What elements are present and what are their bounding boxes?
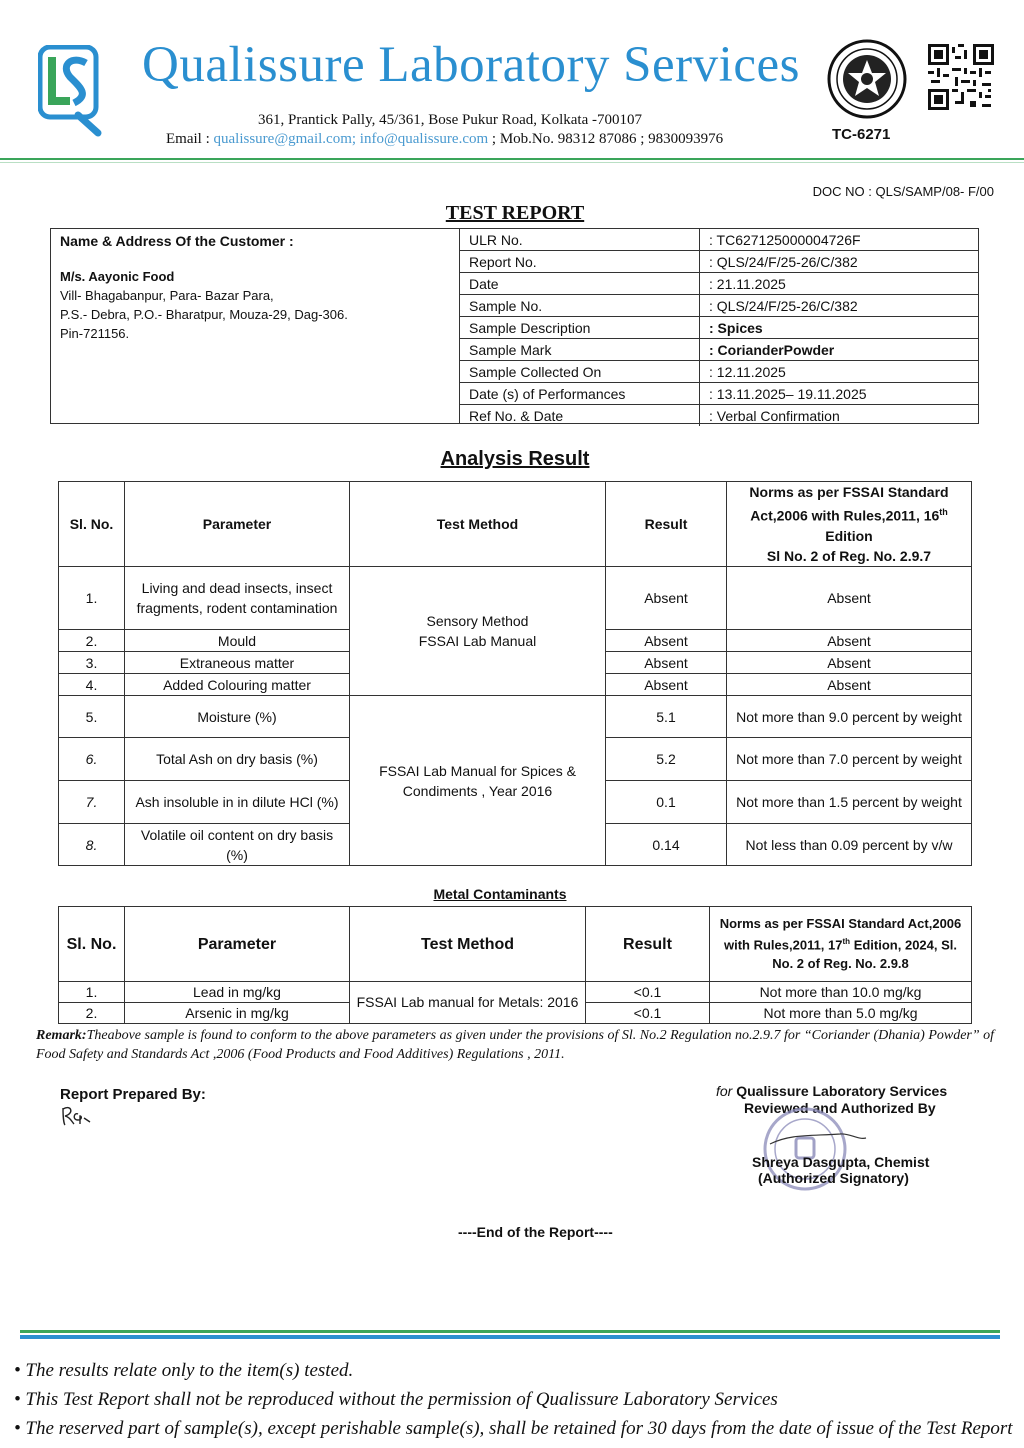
cell-result: Absent [606,567,727,630]
signatory-name: Shreya Dasgupta, Chemist [752,1154,930,1170]
cell-parameter: Arsenic in mg/kg [125,1003,350,1024]
cell-result: Absent [606,674,727,696]
remark-text: Theabove sample is found to conform to the above parameters as given under the provisions of Sl. No.2 Regulation no.2.9.7 for “Coriander (Dhania) Powder” of Food Safety and Standards Act ,2006 (Food Products and Food Additives) Regulations , 2011. [36,1028,995,1062]
info-value: : Spices [700,317,979,339]
cell-method-metals: FSSAI Lab manual for Metals: 2016 [350,982,586,1024]
info-value: : Verbal Confirmation [709,407,840,424]
norms-header-edition: Edition [825,527,873,544]
mobile-numbers: ; Mob.No. 98312 87086 ; 9830093976 [488,131,724,147]
cell-norm: Not more than 7.0 percent by weight [727,738,972,781]
cell-norm: Absent [727,567,972,630]
cell-sl: 2. [59,1003,125,1024]
info-row [460,383,978,405]
info-key: ULR No. [460,229,700,251]
cell-parameter: Mould [125,630,350,652]
cell-parameter: Total Ash on dry basis (%) [125,738,350,781]
customer-info-box [50,228,979,424]
info-key: Ref No. & Date [460,405,700,427]
end-of-report: ----End of the Report---- [458,1224,613,1240]
cell-method-sensory: Sensory Method FSSAI Lab Manual [350,567,606,696]
cell-parameter: Volatile oil content on dry basis (%) [125,824,350,866]
cell-method-spices: FSSAI Lab Manual for Spices & Condiments , Year 2016 [350,696,606,866]
cell-parameter: Living and dead insects, insect fragments, rodent contamination [125,567,350,630]
footer-note-text: The reserved part of sample(s), except perishable sample(s), shall be retained for 30 days from the date of issue of the Test Report [25,1418,1013,1439]
cell-norm: Not more than 1.5 percent by weight [727,781,972,824]
cell-sl: 8. [59,824,125,866]
cell-parameter: Added Colouring matter [125,674,350,696]
info-value: : 21.11.2025 [700,273,979,295]
info-key: Date [460,273,700,295]
cell-result: Absent [606,630,727,652]
info-row [460,273,978,295]
col-header-norms [727,482,972,567]
cell-sl: 2. [59,630,125,652]
page-title: TEST REPORT [445,202,585,224]
remark [36,1026,996,1064]
email-label: Email : [166,131,214,147]
accreditation-seal-icon [826,38,908,120]
customer-address-line: Vill- Bhagabanpur, Para- Bazar Para, [60,288,274,303]
col-header-result: Result [586,907,710,982]
info-row [460,339,978,361]
info-row [460,317,978,339]
reviewed-authorized: Reviewed and Authorized By [744,1100,936,1116]
info-value: : CorianderPowder [700,339,979,361]
customer-name: M/s. Aayonic Food [60,269,175,284]
col-header-result: Result [606,482,727,567]
info-key: Date (s) of Performances [460,383,700,405]
for-lab-line [716,1083,947,1099]
analysis-title: Analysis Result [440,448,590,470]
info-value: : TC627125000004726F [700,229,979,251]
col-header-sl: Sl. No. [59,907,125,982]
info-row [460,405,978,427]
norms-header-text: Norms as per FSSAI Standard Act,2006 with Rules,2011, 17 [719,916,962,953]
for-lab-name: Qualissure Laboratory Services [736,1083,948,1099]
info-key: Sample No. [460,295,700,317]
norms-header-sup: th [842,937,851,947]
customer-address-line: P.S.- Debra, P.O.- Bharatpur, Mouza-29, Dag-306. [60,307,348,322]
cell-sl: 4. [59,674,125,696]
info-key: Sample Collected On [460,361,700,383]
remark-label: Remark: [36,1028,87,1043]
lab-address: 361, Prantick Pally, 45/361, Bose Pukur Road, Kolkata -700107 [258,112,642,128]
contact-line [166,131,723,148]
info-row [460,361,978,383]
table-row [59,567,972,630]
info-key: Sample Description [460,317,700,339]
customer-label: Name & Address Of the Customer : [60,233,294,249]
preparer-signature-icon [60,1104,100,1128]
cell-norm: Absent [727,630,972,652]
cell-result: 0.1 [606,781,727,824]
col-header-norms [710,907,972,982]
analysis-results-table [58,481,972,866]
for-prefix: for [716,1083,737,1099]
norms-header-edition: Edition, 2024, Sl. No. 2 of Reg. No. 2.9.8 [772,937,957,971]
info-value: : QLS/24/F/25-26/C/382 [700,251,979,273]
cell-parameter: Lead in mg/kg [125,982,350,1003]
cell-sl: 3. [59,652,125,674]
info-row [460,229,978,251]
cell-result: <0.1 [586,982,710,1003]
cell-sl: 1. [59,567,125,630]
customer-address-line: Pin-721156. [60,326,130,341]
footer-note: • The results relate only to the item(s) tested. [14,1360,354,1381]
info-key: Report No. [460,251,700,273]
cell-norm: Not more than 9.0 percent by weight [727,696,972,738]
footer-notes [14,1356,1014,1443]
cell-sl: 7. [59,781,125,824]
cell-norm: Not more than 5.0 mg/kg [710,1003,972,1024]
header-rule-light [0,162,1024,163]
cell-result: 5.2 [606,738,727,781]
col-header-sl: Sl. No. [59,482,125,567]
cell-norm: Absent [727,674,972,696]
col-header-parameter: Parameter [125,482,350,567]
norms-header-text: Norms as per FSSAI Standard Act,2006 with Rules,2011, 16 [749,484,949,524]
info-key: Sample Mark [460,339,700,361]
col-header-method: Test Method [350,907,586,982]
cell-result: <0.1 [586,1003,710,1024]
table-header-row [59,907,972,982]
lab-name: Qualissure Laboratory Services [142,37,800,93]
norms-header-sup: th [939,507,948,518]
col-header-method: Test Method [350,482,606,567]
accreditation-code: TC-6271 [832,126,891,143]
norms-header-reg: Sl No. 2 of Reg. No. 2.9.7 [766,547,932,564]
cell-sl: 5. [59,696,125,738]
doc-number: DOC NO : QLS/SAMP/08- F/00 [812,184,994,199]
report-info-table [460,229,978,426]
signatory-role: (Authorized Signatory) [758,1170,909,1186]
table-header-row [59,482,972,567]
table-row [59,982,972,1003]
cell-parameter: Extraneous matter [125,652,350,674]
cell-sl: 6. [59,738,125,781]
info-value: : 12.11.2025 [700,361,979,383]
info-value: : QLS/24/F/25-26/C/382 [700,295,979,317]
cell-norm: Absent [727,652,972,674]
footer-note: • This Test Report shall not be reproduced without the permission of Qualissure Laboratory Services [14,1389,778,1410]
cell-norm: Not more than 10.0 mg/kg [710,982,972,1003]
footer-note-text: The results relate only to the item(s) tested. [25,1360,354,1381]
email-links[interactable]: qualissure@gmail.com; info@qualissure.com [213,131,489,147]
table-row [59,696,972,738]
metal-contaminants-title: Metal Contaminants [433,886,567,902]
footer-note: • The reserved part of sample(s), except perishable sample(s), shall be retained for 30 days from the date of issue of the Test Report [14,1418,1013,1439]
info-value: : 13.11.2025– 19.11.2025 [700,383,979,405]
cell-norm: Not less than 0.09 percent by v/w [727,824,972,866]
cell-parameter: Ash insoluble in in dilute HCl (%) [125,781,350,824]
metal-contaminants-table [58,906,972,1024]
customer-address-block [51,229,460,423]
cell-parameter: Moisture (%) [125,696,350,738]
col-header-parameter: Parameter [125,907,350,982]
info-row [460,251,978,273]
footer-note-text: This Test Report shall not be reproduced without the permission of Qualissure Laboratory Services [25,1389,778,1410]
lab-logo [38,45,102,137]
cell-result: 0.14 [606,824,727,866]
cell-sl: 1. [59,982,125,1003]
cell-result: Absent [606,652,727,674]
footer-rule-blue [20,1335,1000,1339]
report-prepared-by: Report Prepared By: [60,1086,206,1103]
header-rule [0,158,1024,160]
info-row [460,295,978,317]
footer-rule-green [20,1330,1000,1333]
cell-result: 5.1 [606,696,727,738]
qr-code-icon [928,44,994,110]
